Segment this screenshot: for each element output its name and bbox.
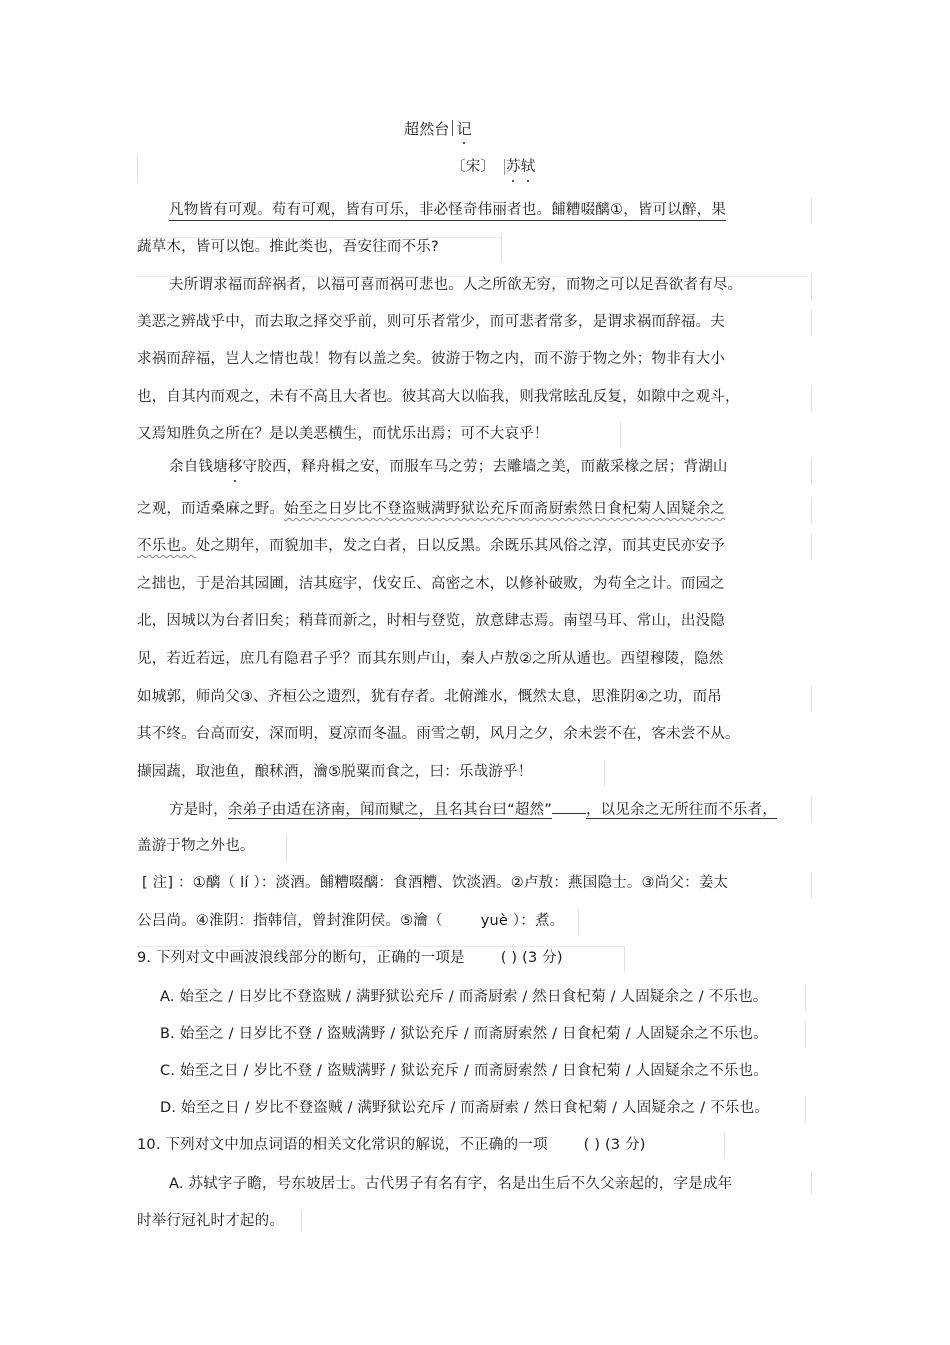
author: 苏轼 <box>505 159 536 175</box>
p2-line-3: 求祸而辞福，岂人之情也哉！物有以盖之矣。彼游于物之内，而不游于物之外；物非有大小 <box>137 351 725 367</box>
p2-line-1: 夫所谓求福而辞祸者，以福可喜而祸可悲也。人之所欲无穷，而物之可以足吾欲者有尽。 <box>169 277 743 293</box>
q9-stem: 9. 下列对文中画波浪线部分的断句，正确的一项是 ( ) (3 分) <box>137 950 563 966</box>
scan-rule <box>811 1172 812 1194</box>
scan-rule <box>620 422 621 448</box>
scan-rule <box>724 1133 725 1159</box>
q10-mark: ( ) (3 分) <box>583 1137 646 1153</box>
scan-rule <box>811 385 812 411</box>
scan-rule <box>301 1210 302 1232</box>
p3-line-1: 余自钱塘移守胶西，释舟楫之安，而服车马之劳；去雕墙之美，而蔽采椽之居；背湖山 <box>169 459 728 475</box>
notes-line-1: [ 注] ：①醨（ lí ）：淡酒。餔糟啜醨：食酒糟、饮淡酒。②卢敖：燕国隐士。③尚父：姜太 <box>142 875 729 891</box>
page-title <box>404 119 472 139</box>
title-last: 记 <box>456 120 472 138</box>
scan-rule <box>811 797 812 823</box>
wavy-underlined-text: 始至之日岁比不登盗贼满野狱讼充斥而斋厨索然日食杞菊人固疑余之 <box>284 501 725 517</box>
q10-option-a-line-1[interactable]: A. 苏轼字子瞻，号东坡居士。古代男子有名有字，名是出生后不久父亲起的，字是成年 <box>169 1176 733 1192</box>
p3-line-8: 其不终。台高而安，深而明，夏凉而冬温。雨雪之朝，风月之夕，余未尝不在，客未尝不从。 <box>137 726 740 742</box>
p3-line-5: 北，因城以为台者旧矣；稍葺而新之，时相与登览，放意肆志焉。南望马耳、常山，出没隐 <box>137 613 725 629</box>
scan-rule <box>811 686 812 712</box>
notes-line-2: 公吕尚。④淮阴：指韩信，曾封淮阴侯。⑤瀹（ yuè ）：煮。 <box>137 913 565 929</box>
scan-rule <box>811 274 812 300</box>
p1-line-1: 凡物皆有可观。苟有可观，皆有可乐，非必怪奇伟丽者也。餔糟啜醨①，皆可以醉，果 <box>169 200 726 221</box>
scan-rule <box>137 946 625 947</box>
scan-rule <box>137 155 138 183</box>
q10-option-a-line-2: 时举行冠礼时才起的。 <box>137 1213 284 1229</box>
q10-stem: 10. 下列对文中加点词语的相关文化常识的解说，不正确的一项 ( ) (3 分) <box>137 1137 646 1153</box>
scan-rule <box>578 909 579 935</box>
p3-line-7: 如城郭，师尚父③、齐桓公之遗烈，犹有存者。北俯潍水，慨然太息，思淮阴④之功，而吊 <box>137 689 722 705</box>
author-line <box>451 157 535 177</box>
scan-rule <box>805 1022 806 1048</box>
p4-line-2: 盖游于物之外也。 <box>137 838 255 854</box>
q9-mark: ( ) (3 分) <box>500 950 563 966</box>
p3-line-3: 不乐也。处之期年，而貌加丰，发之白者，日以反黑。余既乐其风俗之淳，而其吏民亦安予 <box>137 538 726 554</box>
scan-rule <box>811 310 812 336</box>
scan-rule <box>501 236 502 262</box>
scan-rule <box>811 872 812 898</box>
p2-line-4: 也，自其内而观之，未有不高且大者也。彼其高大以临我，则我常眩乱反复，如隙中之观斗， <box>137 389 740 405</box>
dynasty: 〔宋〕 <box>451 159 496 175</box>
scan-rule <box>286 834 287 860</box>
title-main: 超然台 <box>404 120 450 138</box>
wavy-underlined-text: 不乐也。 <box>137 538 196 554</box>
scan-rule <box>811 458 812 484</box>
q9-option-d[interactable]: D. 始至之日 / 岁比不登盗贼 / 满野狱讼充斥 / 而斋厨索 / 然日食杞菊 / 人固疑余之 / 不乐也。 <box>160 1100 770 1116</box>
p3-line-6: 见，若近若远，庶几有隐君子乎？而其东则卢山，秦人卢敖②之所从遁也。西望穆陵，隐然 <box>137 651 724 667</box>
p2-line-5: 又焉知胜负之所在？是以美恶横生，而忧乐出焉；可不大哀乎！ <box>137 426 549 442</box>
p3-line-4: 之拙也，于是治其园圃，洁其庭宇，伐安丘、高密之木，以修补破败，为苟全之计。而园之 <box>137 576 725 592</box>
scan-rule <box>811 497 812 523</box>
q9-option-a[interactable]: A. 始至之 / 日岁比不登盗贼 / 满野狱讼充斥 / 而斋厨索 / 然日食杞菊 / 人固疑余之 / 不乐也。 <box>160 989 768 1005</box>
p4-line-1: 方是时，余弟子由适在济南，闻而赋之，且名其台曰“超然” ，以见余之无所往而不乐者， <box>169 799 777 820</box>
scan-rule <box>805 985 806 1011</box>
q9-option-c[interactable]: C. 始至之日 / 岁比不登 / 盗贼满野 / 狱讼充斥 / 而斋厨索然 / 日食杞菊 / 人固疑余之不乐也。 <box>160 1063 768 1079</box>
p2-line-2: 美恶之辨战乎中，而去取之择交乎前，则可乐者常少，而可悲者常多，是谓求祸而辞福。夫 <box>137 314 725 330</box>
scan-rule <box>604 760 605 786</box>
q9-option-b[interactable]: B. 始至之 / 日岁比不登 / 盗贼满野 / 狱讼充斥 / 而斋厨索然 / 日食杞菊 / 人固疑余之不乐也。 <box>160 1026 768 1042</box>
p1-line-2: 蔬草木，皆可以饱。推此类也，吾安往而不乐? <box>137 239 439 255</box>
scan-rule <box>811 534 812 560</box>
scan-rule <box>811 198 812 224</box>
scan-rule <box>624 946 625 972</box>
scan-rule <box>805 1096 806 1122</box>
p3-line-9: 撷园蔬，取池鱼，酿秫酒，瀹⑤脱粟而食之，曰：乐哉游乎！ <box>137 764 533 780</box>
p3-line-2: 之观，而适桑麻之野。始至之日岁比不登盗贼满野狱讼充斥而斋厨索然日食杞菊人固疑余之 <box>137 501 725 517</box>
dotted-word: 移 <box>227 459 243 475</box>
